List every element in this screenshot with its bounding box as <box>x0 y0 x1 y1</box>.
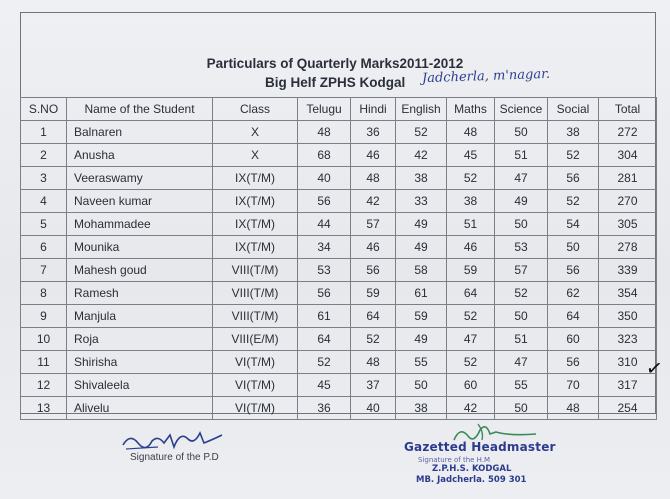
cell-english: 61 <box>396 282 447 305</box>
cell-sno: 1 <box>21 121 67 144</box>
cell-class: VIII(T/M) <box>213 259 298 282</box>
cell-student-name: Ramesh <box>67 282 213 305</box>
cell-science: 51 <box>495 144 548 167</box>
cell-student-name: Anusha <box>67 144 213 167</box>
cell-hindi: 56 <box>351 259 396 282</box>
cell-english: 33 <box>396 190 447 213</box>
cell-telugu: 36 <box>298 397 351 420</box>
header-science: Science <box>495 98 548 121</box>
cell-class: X <box>213 144 298 167</box>
cell-science: 52 <box>495 282 548 305</box>
cell-hindi: 36 <box>351 121 396 144</box>
cell-hindi: 46 <box>351 144 396 167</box>
cell-sno: 12 <box>21 374 67 397</box>
cell-total: 339 <box>599 259 657 282</box>
cell-hindi: 52 <box>351 328 396 351</box>
cell-hindi: 40 <box>351 397 396 420</box>
cell-sno: 10 <box>21 328 67 351</box>
header-maths: Maths <box>447 98 495 121</box>
cell-maths: 47 <box>447 328 495 351</box>
cell-maths: 51 <box>447 213 495 236</box>
pd-signature-label: Signature of the P.D <box>130 452 219 463</box>
cell-science: 47 <box>495 167 548 190</box>
cell-social: 52 <box>548 144 599 167</box>
cell-social: 60 <box>548 328 599 351</box>
stamp-title: Gazetted Headmaster <box>404 440 556 454</box>
cell-total: 354 <box>599 282 657 305</box>
cell-sno: 9 <box>21 305 67 328</box>
cell-hindi: 42 <box>351 190 396 213</box>
table-row <box>21 259 657 282</box>
cell-student-name: Shirisha <box>67 351 213 374</box>
cell-social: 48 <box>548 397 599 420</box>
cell-social: 64 <box>548 305 599 328</box>
cell-english: 50 <box>396 374 447 397</box>
cell-maths: 48 <box>447 121 495 144</box>
cell-total: 281 <box>599 167 657 190</box>
cell-science: 51 <box>495 328 548 351</box>
header-sno: S.NO <box>21 98 67 121</box>
cell-sno: 11 <box>21 351 67 374</box>
cell-telugu: 64 <box>298 328 351 351</box>
cell-science: 50 <box>495 397 548 420</box>
cell-student-name: Roja <box>67 328 213 351</box>
cell-hindi: 37 <box>351 374 396 397</box>
table-header-row <box>21 98 657 121</box>
table-row <box>21 328 657 351</box>
cell-science: 50 <box>495 213 548 236</box>
cell-science: 53 <box>495 236 548 259</box>
cell-total: 323 <box>599 328 657 351</box>
cell-student-name: Mohammadee <box>67 213 213 236</box>
cell-student-name: Shivaleela <box>67 374 213 397</box>
cell-class: VI(T/M) <box>213 397 298 420</box>
cell-class: X <box>213 121 298 144</box>
cell-science: 57 <box>495 259 548 282</box>
cell-class: VI(T/M) <box>213 374 298 397</box>
cell-maths: 52 <box>447 167 495 190</box>
cell-social: 56 <box>548 259 599 282</box>
school-name: Big Helf ZPHS Kodgal <box>265 75 406 90</box>
cell-social: 38 <box>548 121 599 144</box>
cell-telugu: 68 <box>298 144 351 167</box>
table-row <box>21 190 657 213</box>
header-telugu: Telugu <box>298 98 351 121</box>
cell-science: 50 <box>495 121 548 144</box>
table-row <box>21 282 657 305</box>
marks-table <box>20 97 657 420</box>
cell-class: IX(T/M) <box>213 190 298 213</box>
cell-total: 305 <box>599 213 657 236</box>
cell-hindi: 46 <box>351 236 396 259</box>
cell-student-name: Balnaren <box>67 121 213 144</box>
header-english: English <box>396 98 447 121</box>
table-row <box>21 351 657 374</box>
table-row <box>21 374 657 397</box>
cell-telugu: 48 <box>298 121 351 144</box>
cell-social: 54 <box>548 213 599 236</box>
cell-science: 55 <box>495 374 548 397</box>
cell-english: 55 <box>396 351 447 374</box>
cell-social: 70 <box>548 374 599 397</box>
cell-telugu: 34 <box>298 236 351 259</box>
cell-english: 49 <box>396 328 447 351</box>
cell-english: 58 <box>396 259 447 282</box>
tick-mark: ✓ <box>644 356 665 382</box>
cell-student-name: Naveen kumar <box>67 190 213 213</box>
cell-class: IX(T/M) <box>213 167 298 190</box>
document-title: Particulars of Quarterly Marks2011-2012 <box>206 56 464 71</box>
cell-class: IX(T/M) <box>213 213 298 236</box>
cell-social: 62 <box>548 282 599 305</box>
header-hindi: Hindi <box>351 98 396 121</box>
cell-telugu: 45 <box>298 374 351 397</box>
cell-english: 49 <box>396 236 447 259</box>
cell-total: 350 <box>599 305 657 328</box>
stamp-subtitle: Signature of the H.M <box>418 456 491 464</box>
cell-class: VIII(T/M) <box>213 305 298 328</box>
cell-social: 50 <box>548 236 599 259</box>
cell-sno: 4 <box>21 190 67 213</box>
cell-class: VIII(T/M) <box>213 282 298 305</box>
cell-telugu: 53 <box>298 259 351 282</box>
header-class: Class <box>213 98 298 121</box>
cell-telugu: 61 <box>298 305 351 328</box>
cell-sno: 8 <box>21 282 67 305</box>
cell-science: 50 <box>495 305 548 328</box>
cell-total: 254 <box>599 397 657 420</box>
table-row <box>21 167 657 190</box>
cell-total: 272 <box>599 121 657 144</box>
cell-hindi: 59 <box>351 282 396 305</box>
cell-sno: 7 <box>21 259 67 282</box>
cell-sno: 5 <box>21 213 67 236</box>
cell-student-name: Mounika <box>67 236 213 259</box>
cell-hindi: 57 <box>351 213 396 236</box>
header-social: Social <box>548 98 599 121</box>
cell-hindi: 64 <box>351 305 396 328</box>
cell-english: 38 <box>396 397 447 420</box>
table-row <box>21 397 657 420</box>
header-total: Total <box>599 98 657 121</box>
cell-maths: 64 <box>447 282 495 305</box>
cell-english: 59 <box>396 305 447 328</box>
cell-social: 56 <box>548 351 599 374</box>
cell-hindi: 48 <box>351 351 396 374</box>
cell-total: 317 <box>599 374 657 397</box>
cell-telugu: 44 <box>298 213 351 236</box>
cell-maths: 52 <box>447 305 495 328</box>
cell-telugu: 56 <box>298 190 351 213</box>
cell-sno: 13 <box>21 397 67 420</box>
cell-sno: 3 <box>21 167 67 190</box>
cell-english: 52 <box>396 121 447 144</box>
cell-social: 52 <box>548 190 599 213</box>
table-row <box>21 121 657 144</box>
table-row <box>21 144 657 167</box>
cell-class: VI(T/M) <box>213 351 298 374</box>
table-row <box>21 305 657 328</box>
cell-telugu: 52 <box>298 351 351 374</box>
cell-student-name: Alivelu <box>67 397 213 420</box>
cell-maths: 52 <box>447 351 495 374</box>
cell-maths: 60 <box>447 374 495 397</box>
cell-maths: 42 <box>447 397 495 420</box>
cell-maths: 38 <box>447 190 495 213</box>
cell-total: 310 <box>599 351 657 374</box>
cell-science: 47 <box>495 351 548 374</box>
cell-english: 49 <box>396 213 447 236</box>
cell-student-name: Manjula <box>67 305 213 328</box>
cell-maths: 46 <box>447 236 495 259</box>
cell-class: IX(T/M) <box>213 236 298 259</box>
cell-total: 278 <box>599 236 657 259</box>
cell-sno: 6 <box>21 236 67 259</box>
cell-class: VIII(E/M) <box>213 328 298 351</box>
table-row <box>21 236 657 259</box>
headmaster-stamp <box>404 440 564 492</box>
cell-social: 56 <box>548 167 599 190</box>
cell-hindi: 48 <box>351 167 396 190</box>
cell-sno: 2 <box>21 144 67 167</box>
stamp-place: MB. Jadcherla. 509 301 <box>416 475 527 485</box>
header-student-name: Name of the Student <box>67 98 213 121</box>
cell-student-name: Mahesh goud <box>67 259 213 282</box>
cell-maths: 45 <box>447 144 495 167</box>
cell-total: 270 <box>599 190 657 213</box>
cell-science: 49 <box>495 190 548 213</box>
cell-english: 38 <box>396 167 447 190</box>
cell-telugu: 40 <box>298 167 351 190</box>
cell-total: 304 <box>599 144 657 167</box>
cell-maths: 59 <box>447 259 495 282</box>
cell-student-name: Veeraswamy <box>67 167 213 190</box>
cell-english: 42 <box>396 144 447 167</box>
handwritten-note: Jadcherla, m'nagar. <box>421 66 551 87</box>
stamp-school: Z.P.H.S. KODGAL <box>432 464 512 474</box>
table-row <box>21 213 657 236</box>
cell-telugu: 56 <box>298 282 351 305</box>
